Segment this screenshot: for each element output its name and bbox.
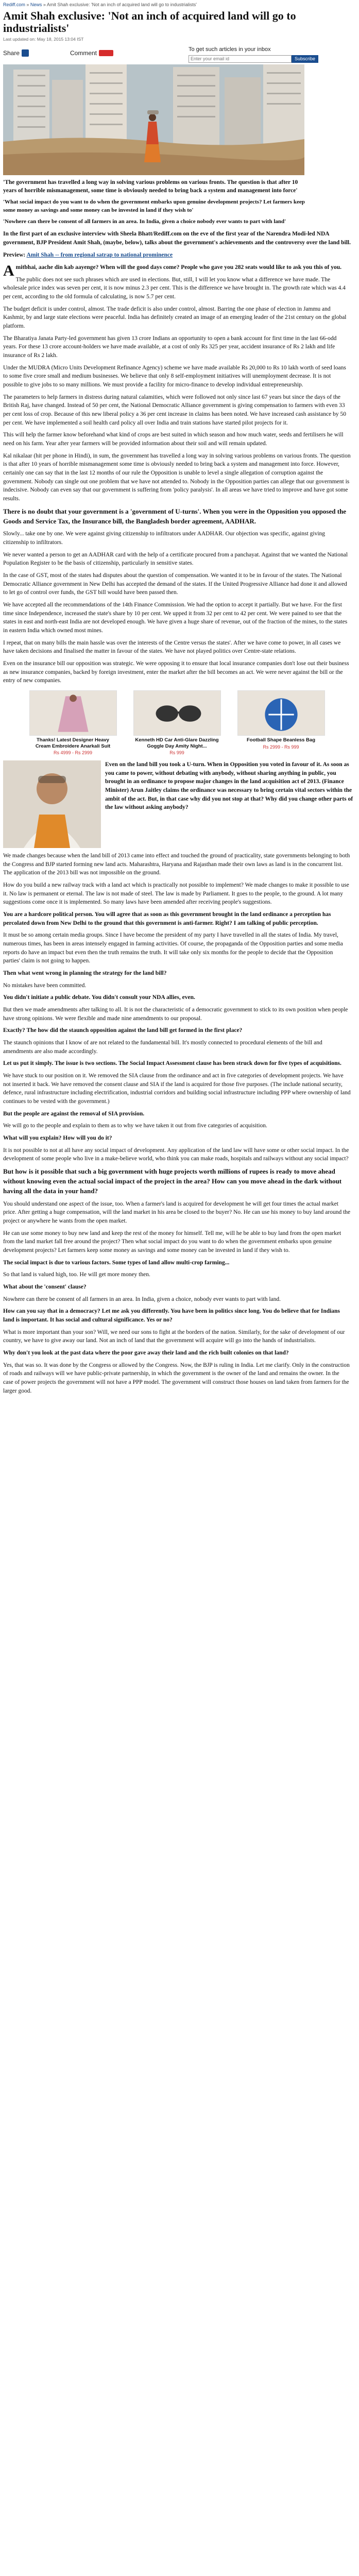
construction-site-illustration — [3, 64, 304, 175]
preview-label: Preview: — [3, 252, 26, 259]
subscribe-box — [189, 46, 358, 63]
image-with-question — [3, 760, 356, 848]
question-heading: But the people are against the removal of SIA provision. — [3, 1110, 145, 1117]
preview-link[interactable]: Amit Shah -- from regional satrap to national prominence — [26, 252, 173, 259]
land-bill-question: Even on the land bill you took a U-turn. When in Opposition you voted in favour of it. As soon as you came to power, without debating with anybody, without sharing anything in public, you brought in an ordinance to propose major changes in the land acquisition act of 2013. (Finance Minister) Arun Jaitley claims the ordinance was necessary to bring certain vital sectors within the ambit of the act. But, in that case why did you not stop at that? Why did you change other parts of the law without asking anybody? — [105, 761, 353, 811]
footer-spacer — [3, 1395, 356, 1400]
paragraph: It must be so among certain media groups. Since I have become the president of my party I have travelled in all the states of India. My travel, numerous times, has been in areas intensely engaged in farming activities. Of course, the propaganda of the Opposition parties and some media reports do have an impact but even then the truth remains the truth. It will take only six months for the people to decide that the Opposition parties' claim is not going to happen. — [3, 932, 343, 964]
email-field[interactable] — [189, 55, 292, 63]
ad-caption: Kenneth HD Car Anti-Glare Dazzling Goggle Day Amity Night... — [135, 737, 219, 749]
breadcrumb-rest: » Amit Shah exclusive: 'Not an inch of acquired land will go to industrialists' — [43, 2, 197, 7]
question-heading: The social impact is due to various factors. Some types of land allow multi-crop farming... — [3, 1259, 230, 1266]
paragraph: This will help the farmer know beforehand what kind of crops are best suited in which season and how much water, seeds and fertilisers he will need on his farm. Year after year farmers will be provided information about their soil and will remain updated. — [3, 432, 344, 447]
ad-item[interactable] — [29, 690, 117, 756]
intro-paragraph: In the first part of an exclusive interview with Sheela Bhatt/Rediff.com on the eve of the first year of the Narendra Modi-led NDA government, BJP President Amit Shah, (maybe, below), talks about the government's achievements and the controversy over the land bill. — [3, 230, 351, 246]
ad-caption: Football Shape Beanless Bag — [246, 737, 316, 743]
paragraph: We made changes because when the land bill of 2013 came into effect and touched the ground of practicality, state governments belonging to both the Congress and BJP started forming new land acts. Maharashtra, Haryana and Rajasthan made their own laws as land is in the concurrent list. The application of the 2013 bill was not impossible on the ground. — [3, 852, 350, 876]
paragraph: We have accepted all the recommendations of the 14th Finance Commission. We had the option to accept it partially. But we have. For the first time since Independence, increased the state's share by 10 per cent. We upped it from 32 per cent to 42 per cent. We were pained to see that the states in east and north-east India are not developed enough. We have given a huge share of revenue, out of the fraction of the mines, to the states in eastern India which owned most mines. — [3, 602, 348, 634]
breadcrumb-home-link[interactable]: Rediff.com — [3, 2, 25, 7]
paragraph: How do you build a new railway track with a land act which is practically not possible to implement? We made changes to make it possible to use it. No law is permanent or eternal. The law is not made of steel. The law is made by Parliament. It goes to the people, to the ground. A lot many suggestions come once it is implemented. So many laws have been amended after receiving people's suggestions. — [3, 882, 349, 906]
ad-image — [29, 690, 117, 736]
paragraph: Yes, that was so. It was done by the Congress or allowed by the Congress. Now, the BJP is ruling in India. Let me clarify. Only in the construction of roads and railways will we have public-private partnership, in which the government is the owner of the land and remains the owner. In the case of power projects the government will not have a PPP model. The government will construct those houses on land taken from farmers for the larger good. — [3, 1362, 350, 1394]
comment-label: Comment — [70, 49, 97, 57]
ad-price: Rs 999 — [169, 750, 184, 755]
ad-image — [133, 690, 221, 736]
paragraph: It is not possible to not at all have any social impact of development. Any application of the land law will have some or other social impact. In the development of some people who live in a make-believe world, who think you can make roads, hospitals and railways without any social impact? — [3, 1147, 349, 1162]
pull-quote-2: 'Nowhere can there be consent of all farmers in an area. In India, given a choice nobody ever wants to part with land' — [3, 218, 286, 225]
lead-question — [3, 262, 351, 279]
paragraph: Slowly... take one by one. We were against giving citizenship to infiltrators under AADHAR. Our objection was specific, against giving citizenship to infiltrators. — [3, 531, 326, 546]
page-title: Amit Shah exclusive: 'Not an inch of acquired land will go to industrialists' — [3, 9, 296, 35]
paragraph: You should understand one aspect of the issue, too. When a farmer's land is acquired for development he will get four times the actual market price. After getting a huge compensation, will the land market in his area be closed to the buyer? No. He can use his money to buy land around the project or anywhere he wants from the open market. — [3, 1200, 351, 1224]
paragraph: The Bharatiya Janata Party-led government has given 13 crore Indians an opportunity to open a bank account for first time in the last 66-odd years. For these 13 crore account-holders we have made available, at a cost of only Rs 325 per year, accident insurance of Rs 2 lakh and life insurance of Rs 2 lakh. — [3, 335, 337, 359]
photo-caption: 'The government has travelled a long way in solving various problems on various fronts. The question is that after 10 years of horrible mismanagement, some time is obviously needed to bring back a system and management into force' — [3, 179, 298, 194]
portrait-photo — [3, 760, 101, 848]
question-heading: How can you say that in a democracy? Let me ask you differently. You have been in politics since long. You do believe that for Indians land is important. It has social and cultural significance. Yes or no? — [3, 1308, 340, 1324]
paragraph-group-3 — [3, 852, 356, 907]
ad-item[interactable] — [133, 690, 221, 756]
share-button[interactable] — [3, 49, 34, 58]
question-heading: There is no doubt that your government is a 'government of U-turns'. When you were in the Opposition you opposed the Goods and Service Tax, the Insurance bill, the Bangladesh border agreement, AADHAR. — [3, 507, 347, 525]
paragraph: The public does not see such phrases which are used in elections. But, still, I will let you know what a difference we have made. The wholesale price index was seven per cent, it is now minus 2.3 per cent. This is the difference we have brought in. The growth rate which was 4.4 per cent, according to the old formula of calculating, is now 5.7 per cent. — [3, 276, 346, 300]
ad-item[interactable] — [237, 690, 325, 756]
share-icon — [22, 49, 29, 57]
paragraph: The parameters to help farmers in distress during natural calamities, which were followed not only since last 67 years but since the days of the British Raj, have changed. Instead of 50 per cent, the National Democratic Alliance government is giving compensation to farmers with even 33 per cent loss of crop. Because of this new liberal policy a 36 per cent increase in claims has been noted. We have increased cash assistance by 50 per cent. We have implemented a soil health card policy all over India and train stations have started pilot projects for it. — [3, 394, 346, 426]
drop-cap: A — [3, 262, 14, 279]
ad-price: Rs 2999 - Rs 999 — [263, 744, 299, 750]
question-heading: Why don't you look at the past data where the poor gave away their land and the rich built colonies on that land? — [3, 1350, 289, 1357]
question-heading: What about the 'consent' clause? — [3, 1284, 87, 1291]
ad-image — [237, 690, 325, 736]
question-heading: Let us put it simply. The issue is two sections. The Social Impact Assessment clause has been struck down for five types of acquisitions. — [3, 1060, 341, 1067]
paragraph: He can use some money to buy new land and keep the rest of the money for himself. Tell me, will he be able to buy land from the open market from the land market fall free around the project? Then what social impact do you want to do when the government embarks upon genuine development projects? Let farmers keep some money as savings and some money can be invested in land if they wish to. — [3, 1230, 341, 1254]
paragraph: Kal nikalaar (hit per phone in Hindi), in sum, the government has travelled a long way in solving various problems on various fronts. The question is that after 10 years of horrible mismanagement some time is obviously needed to bring back a system and management into force. However, certainly one can say that in the last 12 months of our rule the Opposition is unable to level a single allegation of corruption against the government. Nobody can single out one problem that we have not attended to. Nobody in the Opposition parties can allege that our government is indecisive. Nobody can even say that our government is suffering from 'policy paralysis'. In all areas we have tried to improve and have got some results. — [3, 452, 351, 502]
subscribe-title: To get such articles in your inbox — [189, 46, 271, 53]
pull-quote-1: 'What social impact do you want to do when the government embarks upon genuine development projects? Let farmers keep some money as savings and some money can be invested in land if they wish to' — [3, 199, 305, 214]
ad-strip — [3, 690, 351, 756]
paragraph: So that land is valued high, too. He will get more money then. — [3, 1272, 150, 1278]
paragraph: I repeat, that on many bills the main hassle was over the interests of the Centre versus the states'. After we have come to power, in all cases we have taken decisions and finalised the matter in favour of the states. We have not played politics over Centre-state relations. — [3, 639, 341, 655]
paragraph-group-1 — [3, 276, 356, 503]
paragraph: What is more important than your son? Will, we need our sons to fight at the borders of the nation. Similarly, for the sake of development of our country, we have to give away our land. Not an inch of land that the government will acquire will go into the hands of industrialists. — [3, 1329, 345, 1344]
paragraph-group-2 — [3, 530, 356, 685]
paragraph: We never wanted a person to get an AADHAR card with the help of a certificate procured from a panchayat. Against that we wanted the National Population Register to be the basis of citizenship, particularly in sensitive states. — [3, 551, 348, 567]
lead-question-text: mitbhai, aache din kab aayenge? When will the good days come? People who gave you 282 seats would like to ask you this of you. — [15, 264, 342, 270]
paragraph: In the case of GST, most of the states had disputes about the question of compensation. We wanted it to be in favour of the states. The National Democratic Alliance government in New Delhi has accepted the demand of the states. If the United Progressive Alliance had done it and allowed to let go of control over funds, the GST bill would have been passed then. — [3, 572, 347, 596]
comment-icon — [99, 50, 113, 56]
ad-caption: Thanks! Latest Designer Heavy Cream Embroidere Anarkali Suit — [35, 737, 111, 749]
question-heading: Exactly? The how did the staunch opposition against the land bill get formed in the first place? — [3, 1027, 243, 1034]
share-label: Share — [3, 49, 20, 57]
preview-line — [3, 251, 356, 260]
hero-photo — [3, 64, 304, 175]
question-heading: What will you explain? How will you do it? — [3, 1135, 112, 1142]
paragraph: The budget deficit is under control, almost. The trade deficit is also under control, almost. Barring the one phase of election in Jammu and Kashmir, by and large state elections were peaceful. India has definitely created an image of an emerging leader of the 21st century on the global platform. — [3, 306, 347, 329]
byline: Last updated on: May 18, 2015 13:04 IST — [3, 37, 84, 42]
paragraph: Under the MUDRA (Micro Units Development Refinance Agency) scheme we have made available Rs 20,000 to Rs 10 lakh worth of seed loans to some five crore small and medium businesses. We believe that only 8 self-employment initiatives will unemployment decrease. It is not possible to give jobs to so many millions. We must provide a facility for micro-finance to develop individual entrepreneurship. — [3, 364, 346, 388]
paragraph: We will go to the people and explain to them as to why we have taken it out from five categories of acquisition. — [3, 1123, 267, 1129]
question-heading: You are a hardcore political person. You will agree that as soon as this government brought in the land ordinance a perception has percolated down from New Delhi to the ground that this government is anti-farmer. Right? I am talking of public perception. — [3, 911, 331, 926]
paragraph: Even on the insurance bill our opposition was strategic. We were opposing it to ensure that local insurance companies don't lose out their business as new insurance companies, backed by foreign investment, enter the market after the bill becomes an act. We were never against the bill or the entry of new companies. — [3, 660, 349, 684]
paragraph: The staunch opinions that I know of are not related to the fundamental bill. It's mostly connected to procedural elements of the bill and amendments are also made accordingly. — [3, 1040, 322, 1055]
paragraph: We have stuck to our position on it. We removed the SIA clause from the ordinance and act in five categories of development projects. We have not inserted it back. We have removed the consent clause and SIA if the land is acquired for those five purposes. (The include national security, defence, rural infrastructure including electrification, industrial corridors and building social infrastructure including PPP where ownership of land continues to be vested with the government.) — [3, 1073, 351, 1105]
question-heading: But how is it possible that such a big government with huge projects worth millions of rupees is ready to move ahead without knowing even the actual social impact of the project in the area? How can you move ahead in the dark without having all the data in your hand? — [3, 1167, 342, 1195]
comment-button[interactable] — [70, 49, 113, 58]
question-heading: You didn't initiate a public debate. You didn't consult your NDA allies, even. — [3, 994, 195, 1001]
ad-price: Rs 4999 - Rs 2999 — [53, 750, 93, 755]
article-toolbar — [3, 46, 356, 63]
breadcrumb-section-link[interactable]: News — [30, 2, 42, 7]
breadcrumb: Rediff.com » News » Amit Shah exclusive: 'Not an inch of acquired land will go to industrialists' — [3, 2, 197, 7]
question-heading: Then what went wrong in planning the strategy for the land bill? — [3, 970, 167, 977]
paragraph: But then we made amendments after talking to all. It is not the characteristic of a democratic government to stick to its own position when people have strong opinions. We were flexible and made nine amendments to our proposal. — [3, 1007, 348, 1022]
paragraph: No mistakes have been committed. — [3, 982, 87, 989]
subscribe-button[interactable]: Subscribe — [292, 55, 318, 63]
paragraph: Nowhere can there be consent of all farmers in an area. In India, given a choice, nobody ever wants to part with land. — [3, 1296, 281, 1302]
